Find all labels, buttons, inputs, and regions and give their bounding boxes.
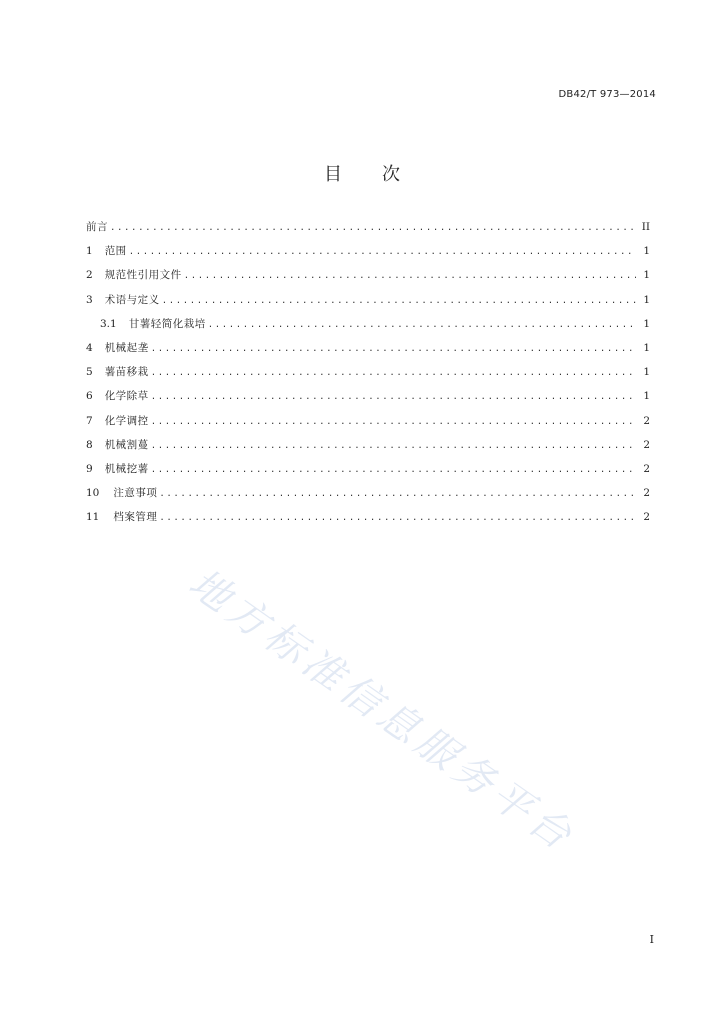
toc-entry-4[interactable] (86, 340, 650, 364)
toc-entry-number: 6 (86, 390, 93, 403)
toc-entry-number: 4 (86, 341, 93, 354)
toc-leader-dots (208, 317, 636, 333)
toc-entry-7[interactable] (86, 413, 650, 437)
toc-leader-dots (162, 293, 636, 309)
watermark: 地方标准信息服务平台 (180, 560, 584, 862)
toc-entry-page: II (641, 221, 650, 233)
toc-entry-number: 1 (86, 245, 93, 258)
toc-leader-dots (159, 486, 636, 502)
standard-code: DB42/T 973—2014 (558, 89, 656, 100)
toc-entry-10[interactable] (86, 485, 650, 509)
toc-leader-dots (151, 341, 636, 357)
toc-entry-foreword[interactable] (86, 219, 650, 243)
toc-entry-8[interactable] (86, 437, 650, 461)
toc-entry-number: 3 (86, 293, 93, 306)
toc-entry-page: 2 (643, 438, 650, 451)
toc-leader-dots (151, 414, 636, 430)
toc-entry-page: 2 (643, 462, 650, 475)
toc-entry-2[interactable] (86, 267, 650, 291)
toc-title-left: 目 (324, 164, 342, 185)
toc-leader-dots (184, 268, 636, 284)
toc-entry-page: 2 (643, 414, 650, 427)
toc-entry-label: 范围 (104, 245, 127, 258)
toc-entry-label: 薯苗移栽 (104, 366, 149, 379)
toc-entry-number: 5 (86, 366, 93, 379)
toc-entry-label: 注意事项 (113, 487, 158, 500)
toc-leader-dots (159, 510, 636, 526)
toc-entry-label: 规范性引用文件 (104, 269, 182, 282)
toc-entry-number: 7 (86, 414, 93, 427)
toc-entry-number: 11 (86, 511, 100, 524)
toc-entry-11[interactable] (86, 509, 650, 533)
toc-leader-dots (129, 244, 636, 260)
toc-title-right: 次 (382, 164, 400, 185)
toc-entry-label: 化学除草 (104, 390, 149, 403)
toc-entry-number: 2 (86, 269, 93, 282)
toc-entry-page: 1 (643, 366, 650, 379)
toc-leader-dots (110, 220, 636, 236)
toc-entry-label: 术语与定义 (104, 293, 160, 306)
toc-leader-dots (151, 365, 636, 381)
toc-entry-label: 机械割蔓 (104, 438, 149, 451)
toc-entry-page: 1 (643, 245, 650, 258)
toc-entry-3-1[interactable] (86, 316, 650, 340)
toc-entry-label: 甘薯轻简化栽培 (128, 317, 206, 330)
toc-entry-1[interactable] (86, 243, 650, 267)
toc-entry-number: 3.1 (100, 317, 117, 330)
toc-entry-number: 10 (86, 487, 100, 500)
toc-entry-page: 2 (643, 487, 650, 500)
toc-entry-label: 机械起垄 (104, 341, 149, 354)
toc-entry-5[interactable] (86, 364, 650, 388)
toc-entry-9[interactable] (86, 461, 650, 485)
toc-entry-page: 1 (643, 341, 650, 354)
toc-entry-page: 1 (643, 269, 650, 282)
toc-title (0, 160, 724, 186)
toc-list (86, 219, 650, 533)
toc-entry-page: 1 (643, 317, 650, 330)
toc-entry-page: 2 (643, 511, 650, 524)
page-number: I (649, 933, 654, 946)
toc-leader-dots (151, 438, 636, 454)
toc-entry-label: 化学调控 (104, 414, 149, 427)
toc-entry-6[interactable] (86, 388, 650, 412)
toc-entry-number: 8 (86, 438, 93, 451)
toc-entry-number: 9 (86, 462, 93, 475)
toc-entry-label: 档案管理 (113, 511, 158, 524)
toc-entry-page: 1 (643, 293, 650, 306)
toc-leader-dots (151, 389, 636, 405)
toc-leader-dots (151, 462, 636, 478)
toc-entry-page: 1 (643, 390, 650, 403)
toc-entry-3[interactable] (86, 292, 650, 316)
toc-entry-label: 机械挖薯 (104, 462, 149, 475)
toc-entry-label: 前言 (86, 221, 108, 233)
